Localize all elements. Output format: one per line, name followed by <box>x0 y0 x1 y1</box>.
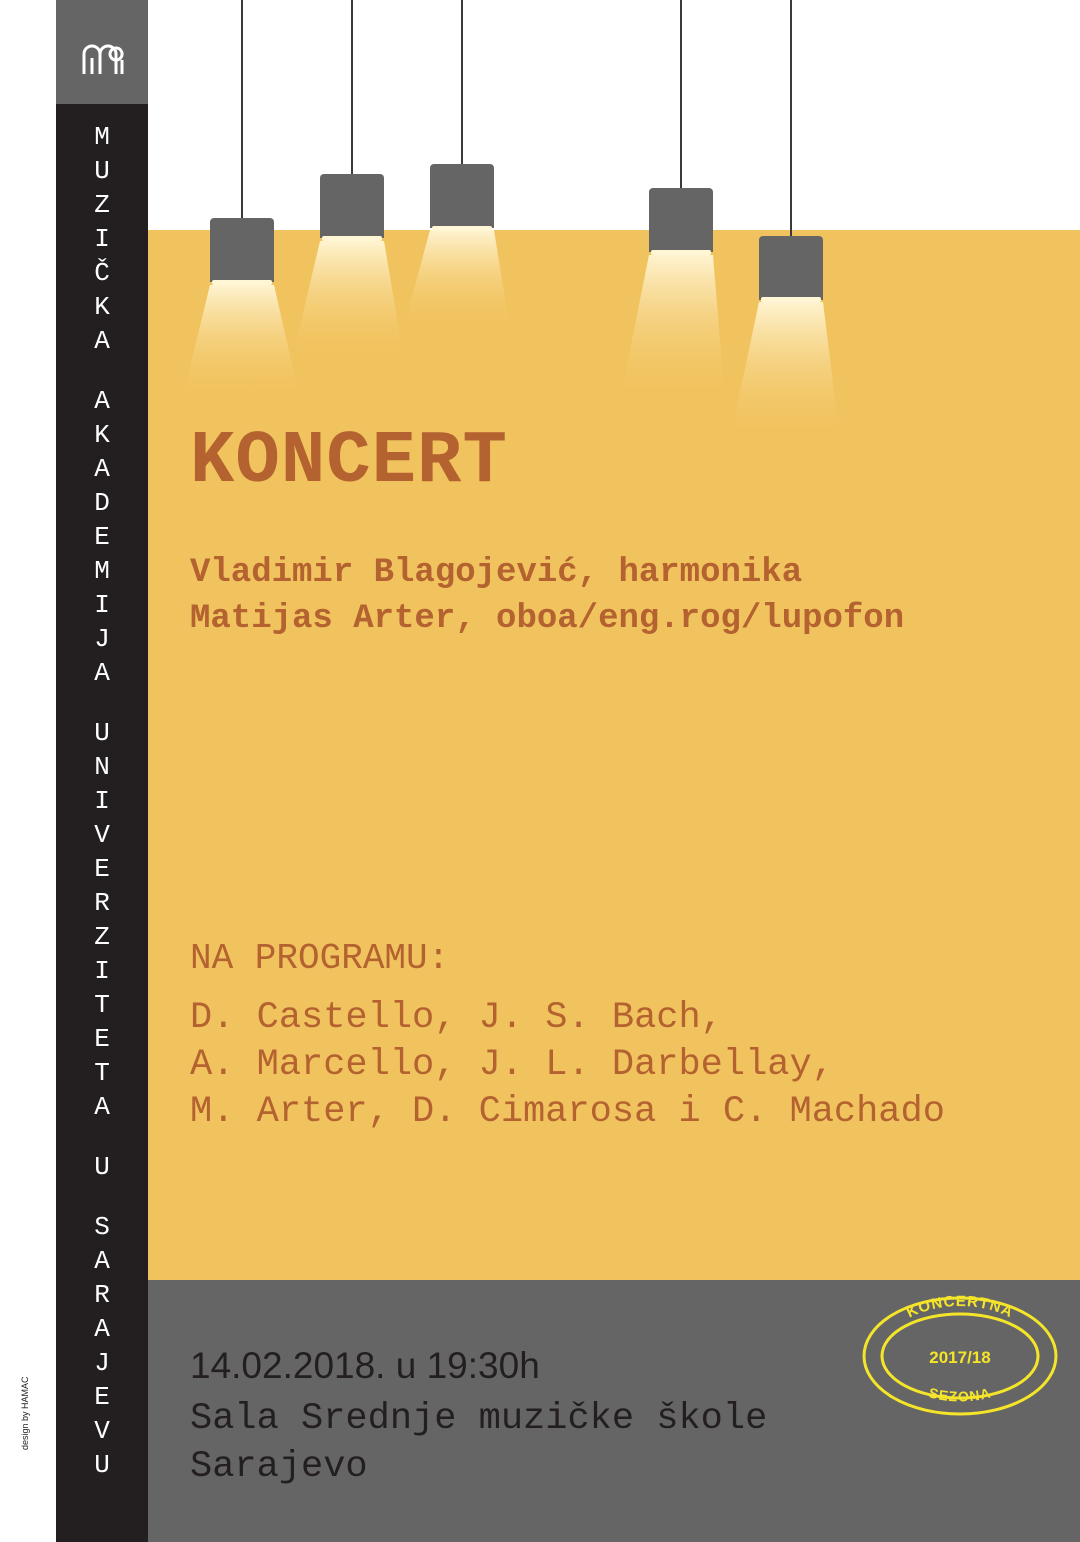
spine-letter: A <box>94 1314 110 1344</box>
spine-letter: M <box>94 122 110 152</box>
performer-2: Matijas Arter, oboa/eng.rog/lupofon <box>190 600 905 638</box>
program-line: A. Marcello, J. L. Darbellay, <box>190 1044 834 1086</box>
spine-letter: K <box>94 292 110 322</box>
spine-letter: E <box>94 1024 110 1054</box>
spine-letter: A <box>94 1092 110 1122</box>
spine-letter: I <box>94 224 110 254</box>
lamp-3-wire <box>461 0 463 164</box>
spine-letter: E <box>94 854 110 884</box>
spine-letter: T <box>94 990 110 1020</box>
lamp-2-wire <box>351 0 353 174</box>
spine-letter: A <box>94 326 110 356</box>
spine-letter: E <box>94 522 110 552</box>
spine-letter: S <box>94 1212 110 1242</box>
venue-line: Sarajevo <box>190 1446 368 1488</box>
lamp-4-bulb <box>651 250 711 255</box>
spine-letter: I <box>94 956 110 986</box>
lamp-3-beam <box>403 230 510 330</box>
spine-letter: J <box>94 624 110 654</box>
spine-letter: U <box>94 1450 110 1480</box>
spine-letter: A <box>94 1246 110 1276</box>
lamp-4-shade <box>649 188 713 252</box>
spine-letter: M <box>94 556 110 586</box>
event-datetime: 14.02.2018. u 19:30h <box>190 1345 540 1386</box>
lamp-4-beam <box>620 255 725 400</box>
performers <box>190 550 904 642</box>
lamp-5-shade <box>759 236 823 300</box>
spine-letter: K <box>94 420 110 450</box>
spine-letter: I <box>94 786 110 816</box>
spine-letter: V <box>94 1416 110 1446</box>
lamp-5-wire <box>790 0 792 236</box>
program-line: M. Arter, D. Cimarosa i C. Machado <box>190 1091 945 1133</box>
lamp-1-wire <box>241 0 243 218</box>
spine-letter: A <box>94 658 110 688</box>
spine-letter: Č <box>94 258 110 288</box>
lamp-1-shade <box>210 218 274 282</box>
stamp-graphic <box>860 1286 1060 1426</box>
lamp-5-beam <box>730 302 840 440</box>
event-venue <box>190 1395 767 1491</box>
stamp-top-text: KONCERTNA <box>903 1292 1017 1322</box>
lamp-1-bulb <box>212 280 272 285</box>
performer-1: Vladimir Blagojević, harmonika <box>190 554 803 592</box>
spine-letter: A <box>94 386 110 416</box>
spine-letter: V <box>94 820 110 850</box>
spine-letter: J <box>94 1348 110 1378</box>
spine-letter: Z <box>94 922 110 952</box>
program-heading: NA PROGRAMU: <box>190 938 450 979</box>
concert-season-stamp <box>860 1286 1060 1426</box>
venue-line: Sala Srednje muzičke škole <box>190 1398 768 1440</box>
lamp-1-beam <box>182 285 300 400</box>
spine-letter: A <box>94 454 110 484</box>
spine-letter: N <box>94 752 110 782</box>
spine-letter: D <box>94 488 110 518</box>
spine-letter: I <box>94 590 110 620</box>
lamp-2-shade <box>320 174 384 238</box>
stamp-bottom-text: SEZONA <box>927 1384 993 1405</box>
spine-letter: U <box>94 156 110 186</box>
spine-letter: U <box>94 718 110 748</box>
lamp-3-shade <box>430 164 494 228</box>
spine-letter: E <box>94 1382 110 1412</box>
stamp-year: 2017/18 <box>929 1348 991 1367</box>
concert-title: KONCERT <box>190 420 508 504</box>
lamp-2-bulb <box>322 236 382 241</box>
program-list <box>190 995 945 1136</box>
spine-letter: R <box>94 888 110 918</box>
lamp-5-bulb <box>761 297 821 302</box>
spine-letter: T <box>94 1058 110 1088</box>
design-credit: design by HAMAC <box>20 1376 30 1450</box>
lamp-4-wire <box>680 0 682 188</box>
spine-letter: Z <box>94 190 110 220</box>
spine-letter: R <box>94 1280 110 1310</box>
spine-letter: U <box>94 1152 110 1182</box>
lamp-2-beam <box>292 241 404 360</box>
lamp-beams <box>0 0 1080 460</box>
lamp-3-bulb <box>432 226 492 231</box>
program-line: D. Castello, J. S. Bach, <box>190 997 723 1039</box>
